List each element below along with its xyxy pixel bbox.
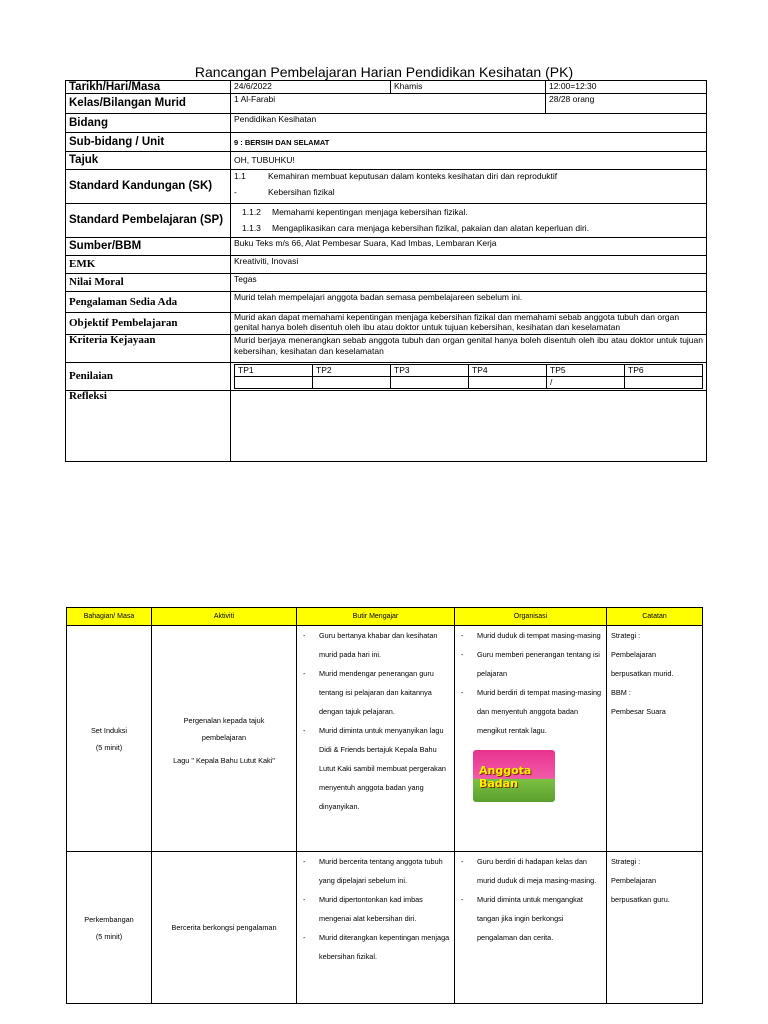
tp3-header: TP3 (391, 365, 469, 377)
sk-text: Kemahiran membuat keputusan dalam konteks kesihatan diri dan reproduktif (268, 171, 558, 181)
sp2-number: 1.1.3 (242, 223, 261, 233)
col-aktiviti-header: Aktiviti (152, 608, 297, 626)
table-row (67, 626, 703, 852)
sk-number: 1.1 (234, 171, 246, 181)
list-item: - Murid bercerita tentang anggota tubuh yang dipelajari sebelum ini. (301, 852, 450, 890)
tp5-mark: / (547, 377, 625, 389)
objektif-label: Objektif Pembelajaran (66, 313, 231, 335)
emk-value: Kreativiti, Inovasi (231, 256, 707, 274)
penilaian-grid-cell (231, 363, 707, 391)
list-item: - Murid diterangkan kepentingan menjaga kebersihan fizikal. (301, 928, 450, 966)
kelas-value: 1 Al-Farabi (231, 94, 546, 114)
set-induksi-butir (297, 626, 455, 852)
kriteria-value: Murid berjaya menerangkan sebab anggota tubuh dan organ genital hanya boleh disentuh oleh ibu atau doktor untuk tujuan kebersihan, kesihatan dan keselamatan (231, 335, 707, 363)
aktiviti-text: Pergenalan kepada tajuk pembelajaran (183, 716, 265, 742)
tp4-header: TP4 (469, 365, 547, 377)
tp3-mark (391, 377, 469, 389)
sk-text2: Kebersihan fizikal (268, 187, 335, 197)
sp-value (231, 204, 707, 238)
pengalaman-value: Murid telah mempelajari anggota badan semasa pembelajareen sebelum ini. (231, 292, 707, 313)
objektif-value: Murid akan dapat memahami kepentingan menjaga kebersihan fizikal dan memahami sebab anggota tubuh dan organ genital hanya boleh disentuh oleh ibu atau doktor untuk tujuan kebersihan, kesihatan dan keselamatan (231, 313, 707, 335)
banner-title: Anggota Badan (479, 764, 532, 790)
tarikh-label: Tarikh/Hari/Masa (66, 81, 231, 94)
perkembangan-butir (297, 852, 455, 1004)
table-row (67, 852, 703, 1004)
tp-grid (234, 364, 703, 389)
sp1-number: 1.1.2 (242, 207, 261, 217)
bidang-value: Pendidikan Kesihatan (231, 114, 707, 133)
set-induksi-aktiviti (152, 626, 297, 852)
tp2-header: TP2 (313, 365, 391, 377)
perkembangan-catatan (607, 852, 703, 1004)
tajuk-label: Tajuk (66, 152, 231, 170)
tp4-mark (469, 377, 547, 389)
bilangan-value: 28/28 orang (546, 94, 707, 114)
list-item: - Murid mendengar penerangan guru tentang isi pelajaran dan kaitannya dengan tajuk pelajaran. (301, 664, 450, 721)
aktiviti-text: Lagu " Kepala Bahu Lutut Kaki" (173, 756, 275, 765)
penilaian-label: Penilaian (66, 363, 231, 391)
masa-value: 12:00=12:30 (546, 81, 707, 94)
perkembangan-bahagian (67, 852, 152, 1004)
list-item: - Murid berdiri di tempat masing-masing dan menyentuh anggota badan mengikut rentak lagu. (459, 683, 602, 740)
kriteria-label: Kriteria Kejayaan (66, 335, 231, 363)
tajuk-value: OH, TUBUHKU! (231, 152, 707, 170)
set-induksi-catatan (607, 626, 703, 852)
list-item: - Guru bertanya khabar dan kesihatan murid pada hari ini. (301, 626, 450, 664)
perkembangan-aktiviti: Bercerita berkongsi pengalaman (152, 852, 297, 1004)
perkembangan-organisasi (455, 852, 607, 1004)
catatan-line: Strategi : (611, 857, 641, 866)
subbidang-value: 9 : BERSIH DAN SELAMAT (231, 133, 707, 152)
hari-value: Khamis (391, 81, 546, 94)
anggota-badan-image (473, 750, 555, 802)
catatan-line: Strategi : (611, 631, 641, 640)
sp1-text: Memahami kepentingan menjaga kebersihan fizikal. (272, 207, 468, 217)
bidang-label: Bidang (66, 114, 231, 133)
set-induksi-organisasi (455, 626, 607, 852)
nilai-label: Nilai Moral (66, 274, 231, 292)
sp-label: Standard Pembelajaran (SP) (66, 204, 231, 238)
set-induksi-bahagian (67, 626, 152, 852)
refleksi-label: Refleksi (66, 391, 231, 462)
tp5-header: TP5 (547, 365, 625, 377)
col-organisasi-header: Organisasi (455, 608, 607, 626)
tarikh-value: 24/6/2022 (231, 81, 391, 94)
pengalaman-label: Pengalaman Sedia Ada (66, 292, 231, 313)
sp2-text: Mengaplikasikan cara menjaga kebersihan fizikal, pakaian dan alatan keperluan diri. (272, 223, 590, 233)
page-title: Rancangan Pembelajaran Harian Pendidikan Kesihatan (PK) (194, 64, 574, 80)
col-bahagian-header: Bahagian/ Masa (67, 608, 152, 626)
bahagian-name: Set Induksi (90, 725, 128, 735)
col-butir-header: Butir Mengajar (297, 608, 455, 626)
list-item: - Guru memberi penerangan tentang isi pelajaran (459, 645, 602, 683)
tp1-header: TP1 (235, 365, 313, 377)
list-item: - Murid duduk di tempat masing-masing (459, 626, 602, 645)
sk-bullet: - (234, 187, 237, 197)
catatan-line: Pembesar Suara (611, 707, 666, 716)
list-item: - Murid dipertontonkan kad imbas mengenai alat kebersihan diri. (301, 890, 450, 928)
list-item: - Murid diminta untuk mengangkat tangan jika ingin berkongsi pengalaman dan cerita. (459, 890, 602, 947)
bahagian-masa: (5 minit) (95, 931, 123, 941)
subbidang-label: Sub-bidang / Unit (66, 133, 231, 152)
list-item: - Murid diminta untuk menyanyikan lagu Didi & Friends bertajuk Kepala Bahu Lutut Kaki sambil membuat pergerakan menyentuh anggota badan yang dinyanyikan. (301, 721, 450, 816)
sk-label: Standard Kandungan (SK) (66, 170, 231, 204)
bahagian-masa: (5 minit) (95, 742, 123, 752)
nilai-value: Tegas (231, 274, 707, 292)
list-item: - Guru berdiri di hadapan kelas dan murid duduk di meja masing-masing. (459, 852, 602, 890)
bbm-label: Sumber/BBM (66, 238, 231, 256)
catatan-line: Pembelajaran berpusatkan murid. (611, 650, 674, 678)
sk-value (231, 170, 707, 204)
tp6-mark (625, 377, 703, 389)
kelas-label: Kelas/Bilangan Murid (66, 94, 231, 114)
refleksi-value (231, 391, 707, 462)
catatan-line: BBM : (611, 688, 631, 697)
activity-table (66, 607, 703, 1004)
emk-label: EMK (66, 256, 231, 274)
tp2-mark (313, 377, 391, 389)
col-catatan-header: Catatan (607, 608, 703, 626)
catatan-line: Pembelajaran berpusatkan guru. (611, 876, 670, 904)
lesson-plan-table (65, 80, 707, 462)
tp6-header: TP6 (625, 365, 703, 377)
bahagian-name: Perkembangan (84, 914, 134, 924)
tp1-mark (235, 377, 313, 389)
bbm-value: Buku Teks m/s 66, Alat Pembesar Suara, Kad Imbas, Lembaran Kerja (231, 238, 707, 256)
